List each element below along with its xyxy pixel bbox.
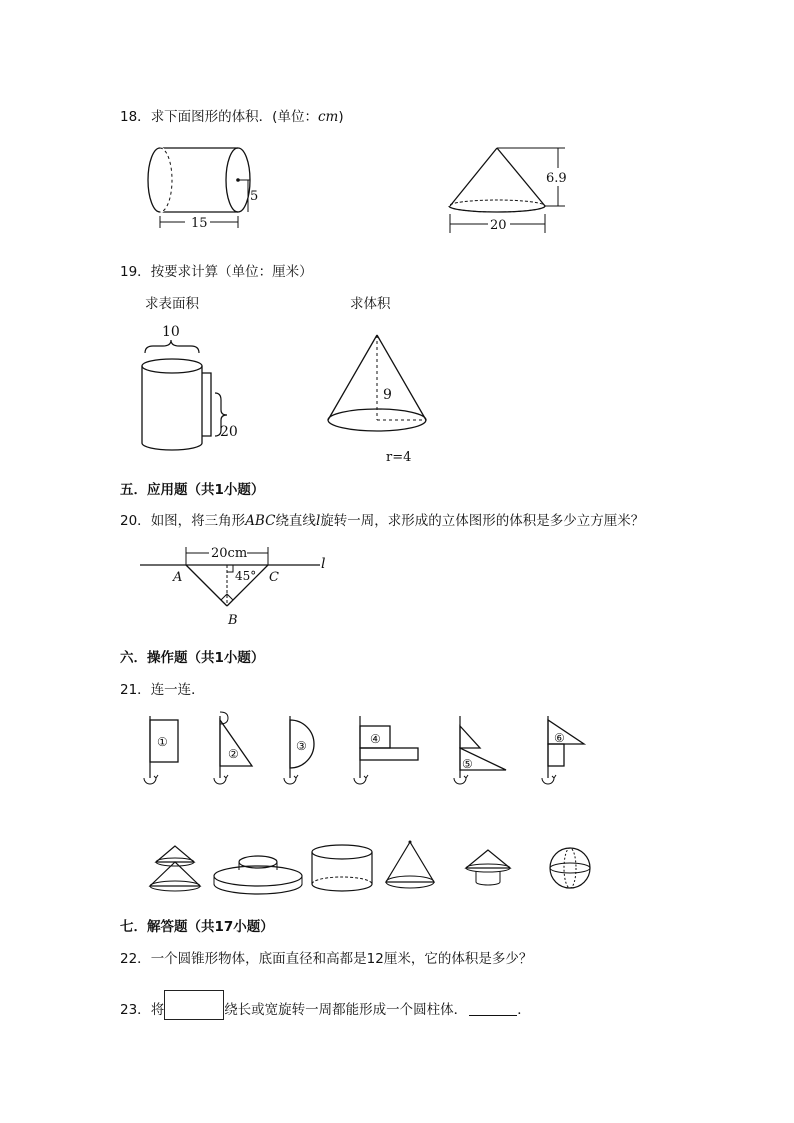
- shape-1: [144, 716, 178, 784]
- q20-point-a: A: [173, 570, 183, 585]
- q20-triangle-figure: [135, 535, 335, 630]
- q19-cone-height: 9: [383, 387, 392, 403]
- shape-3-number: ③: [296, 739, 307, 753]
- q23-rectangle: [164, 990, 224, 1020]
- q20-text: 20．如图，将三角形ABC绕直线l旋转一周，求形成的立体图形的体积是多少立方厘米？: [120, 513, 645, 529]
- solid-sphere: [550, 848, 590, 888]
- solid-cone-on-cylinder: [466, 850, 510, 885]
- shape-5-number: ⑤: [462, 757, 473, 771]
- q20-line-l: l: [321, 556, 326, 572]
- shape-6: [542, 716, 584, 784]
- q22-text: 22．一个圆锥形物体，底面直径和高都是12厘米，它的体积是多少？: [120, 951, 533, 967]
- solid-cylinder: [312, 845, 372, 891]
- shape-6-number: ⑥: [554, 731, 565, 745]
- shape-4-number: ④: [370, 732, 381, 746]
- shape-2-number: ②: [228, 747, 239, 761]
- q18-cyl-length: 15: [191, 216, 208, 231]
- q19-cone-radius: r=4: [386, 450, 412, 465]
- q20-point-c: C: [269, 570, 279, 585]
- q19-cone-figure: [320, 330, 440, 470]
- q18-cone-diameter: 20: [490, 218, 507, 233]
- q20-length: 20cm: [211, 546, 248, 561]
- q19-label-volume: 求体积: [350, 296, 391, 312]
- q19-cup-height: 20: [220, 424, 238, 440]
- q21-text: 21．连一连．: [120, 682, 205, 698]
- shape-4: [354, 716, 418, 784]
- q19-cup-diameter: 10: [162, 324, 180, 340]
- q21-plane-shapes: [130, 708, 600, 798]
- q18-cylinder-figure: [140, 140, 280, 235]
- solid-stacked-cylinders: [214, 856, 302, 894]
- shape-3: [284, 716, 314, 784]
- shape-5: [454, 716, 506, 784]
- shape-2: [214, 712, 252, 784]
- section-5-title: 五．应用题（共1小题）: [120, 482, 265, 498]
- section-6-title: 六．操作题（共1小题）: [120, 650, 265, 666]
- q21-solid-shapes: [140, 838, 610, 903]
- solid-cone: [386, 841, 434, 889]
- solid-double-cone: [150, 846, 200, 891]
- q20-point-b: B: [228, 613, 238, 628]
- q18-text: 18．求下面图形的体积．(单位：cm): [120, 109, 344, 125]
- q20-angle: 45°: [235, 569, 257, 583]
- q23-text: 23．将 绕长或宽旋转一周都能形成一个圆柱体． ．: [120, 990, 531, 1020]
- q19-cup-figure: [135, 318, 255, 458]
- shape-1-number: ①: [157, 735, 168, 749]
- section-7-title: 七．解答题（共17小题）: [120, 919, 274, 935]
- q18-cyl-radius: 5: [250, 189, 259, 204]
- q18-cone-height: 6.9: [546, 171, 567, 186]
- q19-text: 19．按要求计算（单位：厘米）: [120, 264, 313, 280]
- q19-label-surface: 求表面积: [145, 296, 199, 312]
- q23-answer-blank[interactable]: [469, 1003, 517, 1016]
- q18-cone-figure: [440, 138, 580, 238]
